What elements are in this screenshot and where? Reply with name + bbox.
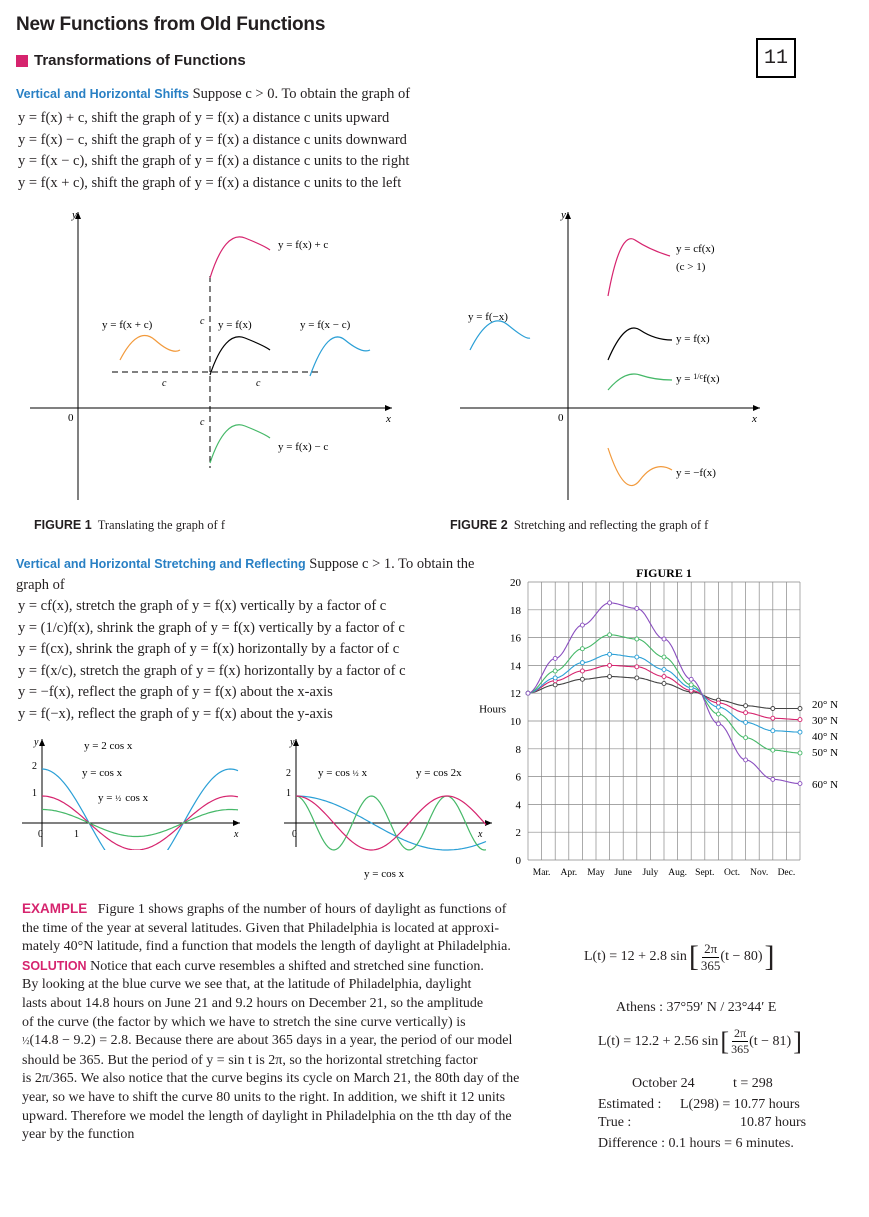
data-point <box>662 655 666 659</box>
c-label: c <box>256 378 261 389</box>
half-fraction: ½ <box>22 1036 30 1048</box>
page-title: New Functions from Old Functions <box>16 14 326 35</box>
data-point <box>608 601 612 605</box>
label-neg-fx: y = −f(x) <box>676 467 716 479</box>
y-label: y <box>34 737 39 748</box>
tick-1: 1 <box>286 788 291 799</box>
curve-f-neg-x <box>470 321 530 350</box>
model1-pre: L(t) = 12 + 2.8 sin <box>584 949 687 964</box>
shift-rule: y = f(x − c), shift the graph of y = f(x) a distance c units to the right <box>18 153 410 169</box>
shifts-heading: Vertical and Horizontal Shifts <box>16 87 189 101</box>
chart-title: FIGURE 1 <box>636 566 692 580</box>
data-point <box>744 758 748 762</box>
daylight-chart <box>460 560 850 880</box>
curve-fx-minus-c <box>210 425 270 463</box>
data-point <box>771 748 775 752</box>
model-equation-2: L(t) = 12.2 + 2.56 sin [ $\frac{2\pi}{365}$ (t − 81) ] <box>598 1026 802 1056</box>
example-block <box>22 900 582 1145</box>
example-label: EXAMPLE <box>22 901 88 916</box>
shifts-intro <box>16 84 410 105</box>
data-point <box>716 712 720 716</box>
cos-vertical-graph <box>18 735 248 850</box>
y-tick-label: 0 <box>515 855 521 867</box>
data-point <box>553 683 557 687</box>
model2-post: (t − 81) <box>749 1033 792 1049</box>
y-tick-label: 2 <box>515 827 521 840</box>
estimated-label: Estimated : <box>598 1097 662 1112</box>
tick-1: 1 <box>74 829 79 840</box>
x-tick-label: Mar. <box>532 868 551 878</box>
origin-label: 0 <box>68 412 74 424</box>
x-tick-label: Dec. <box>777 868 796 878</box>
c-label: c <box>200 417 205 428</box>
solution-text: upward. Therefore we model the length of daylight in Philadelphia on the tth day of the <box>22 1108 512 1124</box>
date-label: October 24 <box>632 1076 695 1091</box>
data-point <box>608 675 612 679</box>
label-fxmc: y = f(x) − c <box>278 441 329 453</box>
label-f-neg-x: y = f(−x) <box>468 311 508 323</box>
shift-rule: y = f(x) + c, shift the graph of y = f(x) a distance c units upward <box>18 110 390 126</box>
data-point <box>608 633 612 637</box>
stretch-rule: y = −f(x), reflect the graph of y = f(x) about the x-axis <box>18 684 333 700</box>
stretch-rules <box>18 596 406 725</box>
stretch-rule: y = f(−x), reflect the graph of y = f(x) about the y-axis <box>18 705 333 722</box>
solution-text: (14.8 − 9.2) = 2.8. Because there are about 365 days in a year, the period of our model <box>29 1033 513 1049</box>
solution-text: Notice that each curve resembles a shifted and stretched sine function. <box>90 958 484 974</box>
data-point <box>798 751 802 755</box>
y-tick-label: 6 <box>515 771 521 784</box>
data-point <box>689 677 693 681</box>
curve-fx-minus-c-horizontal <box>310 337 370 376</box>
data-point <box>580 623 584 627</box>
data-point <box>771 777 775 781</box>
data-point <box>662 668 666 672</box>
figure1-translation-graph <box>20 200 410 510</box>
data-point <box>608 663 612 667</box>
x-tick-label: July <box>642 868 659 878</box>
stretch-heading: Vertical and Horizontal Stretching and Reflecting <box>16 557 306 571</box>
figure1-caption-text: Translating the graph of f <box>97 518 225 532</box>
label-fx: y = f(x) <box>218 319 252 331</box>
stretch-intro <box>16 554 516 596</box>
curve-neg-fx <box>608 448 672 486</box>
label-cos: y = cos x <box>82 767 123 779</box>
data-point <box>580 661 584 665</box>
tick-2: 2 <box>32 761 37 772</box>
stretch-intro-text2: graph of <box>16 577 65 593</box>
data-point <box>771 729 775 733</box>
x-tick-label: Aug. <box>668 868 687 878</box>
data-point <box>580 677 584 681</box>
stretch-rule: y = cf(x), stretch the graph of y = f(x) vertically by a factor of c <box>18 598 387 614</box>
figure2-stretch-graph <box>450 200 780 510</box>
data-point <box>771 716 775 720</box>
legend-label: 30° N <box>812 715 839 727</box>
origin-label: 0 <box>292 829 297 840</box>
data-point <box>716 722 720 726</box>
model2-den: 365 <box>731 1042 750 1056</box>
data-point <box>553 656 557 660</box>
data-point <box>635 606 639 610</box>
data-point <box>608 652 612 656</box>
solution-text: year, so we have to shift the curve 80 units to the right. In addition, we shift it 12 units <box>22 1089 506 1105</box>
label-c-gt-1: (c > 1) <box>676 261 706 273</box>
figure1-caption-label: FIGURE 1 <box>34 518 92 532</box>
legend-label: 40° N <box>812 731 839 743</box>
model2-num: 2π <box>734 1026 747 1040</box>
y-axis-label: Hours <box>479 703 506 716</box>
y-tick-label: 16 <box>510 632 521 645</box>
figure2-caption <box>450 518 708 533</box>
data-point <box>553 669 557 673</box>
x-tick-label: Apr. <box>560 868 578 878</box>
label-cos-half-x: y = cos ½ x <box>318 767 368 779</box>
data-point <box>744 736 748 740</box>
y-tick-label: 4 <box>515 799 521 812</box>
example-text: Figure 1 shows graphs of the number of hours of daylight as functions of <box>97 902 507 917</box>
c-label: c <box>200 316 205 327</box>
curve-inv-c-fx <box>608 374 672 390</box>
shift-rules <box>18 108 409 194</box>
stretch-rule: y = f(x/c), stretch the graph of y = f(x) horizontally by a factor of c <box>18 662 406 679</box>
x-tick-label: Nov. <box>750 868 769 878</box>
data-point <box>716 705 720 709</box>
curve-2cos <box>42 769 238 850</box>
solution-text: is 2π/365. We also notice that the curve begins its cycle on March 21, the 80th day of the <box>22 1071 520 1087</box>
model1-post: (t − 80) <box>720 949 763 964</box>
y-tick-label: 12 <box>510 688 521 701</box>
stretch-rule: y = (1/c)f(x), shrink the graph of y = f(x) vertically by a factor of c <box>18 619 405 636</box>
data-point <box>662 637 666 641</box>
y-label: y <box>72 209 77 221</box>
model1-den: 365 <box>700 957 721 973</box>
label-half-cos: y = ½ cos x <box>98 792 149 804</box>
legend-label: 60° N <box>812 779 839 791</box>
curve-cfx <box>608 239 670 296</box>
y-tick-label: 14 <box>510 660 521 673</box>
example-text: the time of the year at several latitudes. Given that Philadelphia is located at approxi- <box>22 920 500 936</box>
data-point <box>580 647 584 651</box>
label-cfx: y = cf(x) <box>676 243 715 255</box>
page-number: 11 <box>756 38 796 78</box>
data-point <box>635 676 639 680</box>
solution-label: SOLUTION <box>22 958 87 973</box>
tick-1-y: 1 <box>32 788 37 799</box>
figure2-caption-label: FIGURE 2 <box>450 518 508 532</box>
figure2-caption-text: Stretching and reflecting the graph of f <box>513 518 709 532</box>
model1-num: 2π <box>704 940 718 956</box>
y-label: y <box>561 209 566 221</box>
y-tick-label: 8 <box>515 743 521 756</box>
example-text: mately 40°N latitude, find a function that models the length of daylight at Philadelphia. <box>22 939 511 955</box>
model2-pre: L(t) = 12.2 + 2.56 sin <box>598 1033 719 1049</box>
true-value: 10.87 hours <box>740 1115 807 1130</box>
data-point <box>771 706 775 710</box>
solution-text: of the curve (the factor by which we have to stretch the sine curve vertically) is <box>22 1014 466 1030</box>
curve-fx-plus-c <box>210 237 270 278</box>
x-label: x <box>234 829 239 840</box>
data-point <box>689 683 693 687</box>
shift-rule: y = f(x) − c, shift the graph of y = f(x) a distance c units downward <box>18 131 407 148</box>
origin-label: 0 <box>38 829 43 840</box>
t-value: t = 298 <box>733 1076 773 1091</box>
shift-rule: y = f(x + c), shift the graph of y = f(x) a distance c units to the left <box>18 174 402 191</box>
label-cos-2x: y = cos 2x <box>416 767 462 779</box>
section-heading <box>16 52 246 69</box>
figure1-caption <box>34 518 225 533</box>
stretch-intro-text: Suppose c > 1. To obtain the <box>309 556 475 572</box>
origin-label: 0 <box>558 412 564 424</box>
solution-text: lasts about 14.8 hours on June 21 and 9.2 hours on December 21, so the amplitude <box>22 995 484 1011</box>
tick-2: 2 <box>286 768 291 779</box>
x-label: x <box>386 413 391 425</box>
model-equation-1: L(t) = 12 + 2.8 sin [ $\frac{2\pi}{365}$ (t − 80) ] <box>584 940 775 973</box>
shifts-intro-text: Suppose c > 0. To obtain the graph of <box>192 86 411 102</box>
data-point <box>798 706 802 710</box>
section-square-icon <box>16 55 28 67</box>
label-2cos: y = 2 cos x <box>84 740 133 752</box>
label-fx-minus: y = f(x − c) <box>300 319 351 331</box>
label-fx: y = f(x) <box>676 333 710 345</box>
label-cos-x: y = cos x <box>364 868 405 880</box>
data-point <box>662 675 666 679</box>
label-fxpc: y = f(x) + c <box>278 239 329 251</box>
solution-text: should be 365. But the period of y = sin t is 2π, so the horizontal stretching factor <box>22 1052 478 1068</box>
data-point <box>553 676 557 680</box>
label-fx-plus: y = f(x + c) <box>102 319 153 331</box>
section-title: Transformations of Functions <box>34 52 246 69</box>
data-point <box>662 681 666 685</box>
x-tick-label: May <box>587 868 605 878</box>
solution-text: year by the function <box>22 1127 135 1143</box>
curve-fx <box>210 337 270 375</box>
label-inv-c-fx: y = $^{1/c}$f(x) <box>676 372 720 385</box>
data-point <box>635 637 639 641</box>
data-point <box>635 665 639 669</box>
x-tick-label: Sept. <box>695 868 715 878</box>
y-tick-label: 20 <box>510 577 521 589</box>
legend-label: 20° N <box>812 699 839 711</box>
x-tick-label: June <box>614 868 632 878</box>
curve-fx-plus-c-horizontal <box>120 336 180 361</box>
data-point <box>798 782 802 786</box>
data-point <box>798 730 802 734</box>
data-point <box>716 701 720 705</box>
data-point <box>744 704 748 708</box>
athens-coordinates: Athens : 37°59′ N / 23°44′ E <box>616 1000 777 1015</box>
data-point <box>744 720 748 724</box>
y-tick-label: 10 <box>510 716 521 728</box>
data-point <box>635 655 639 659</box>
solution-text: By looking at the blue curve we see that, at the latitude of Philadelphia, daylight <box>22 977 472 993</box>
estimated-value: L(298) = 10.77 hours <box>680 1097 800 1112</box>
curve-fx <box>608 328 672 360</box>
x-label: x <box>478 829 483 840</box>
data-point <box>526 691 530 695</box>
x-tick-label: Oct. <box>723 868 741 878</box>
stretch-rule: y = f(cx), shrink the graph of y = f(x) horizontally by a factor of c <box>18 641 400 657</box>
data-point <box>744 711 748 715</box>
data-point <box>580 669 584 673</box>
data-point <box>798 718 802 722</box>
y-tick-label: 18 <box>510 604 521 617</box>
difference-text: Difference : 0.1 hours = 6 minutes. <box>598 1136 794 1151</box>
x-label: x <box>752 413 757 425</box>
legend-label: 50° N <box>812 747 839 759</box>
y-label: y <box>290 737 295 748</box>
c-label: c <box>162 378 167 389</box>
true-label: True : <box>598 1115 632 1130</box>
